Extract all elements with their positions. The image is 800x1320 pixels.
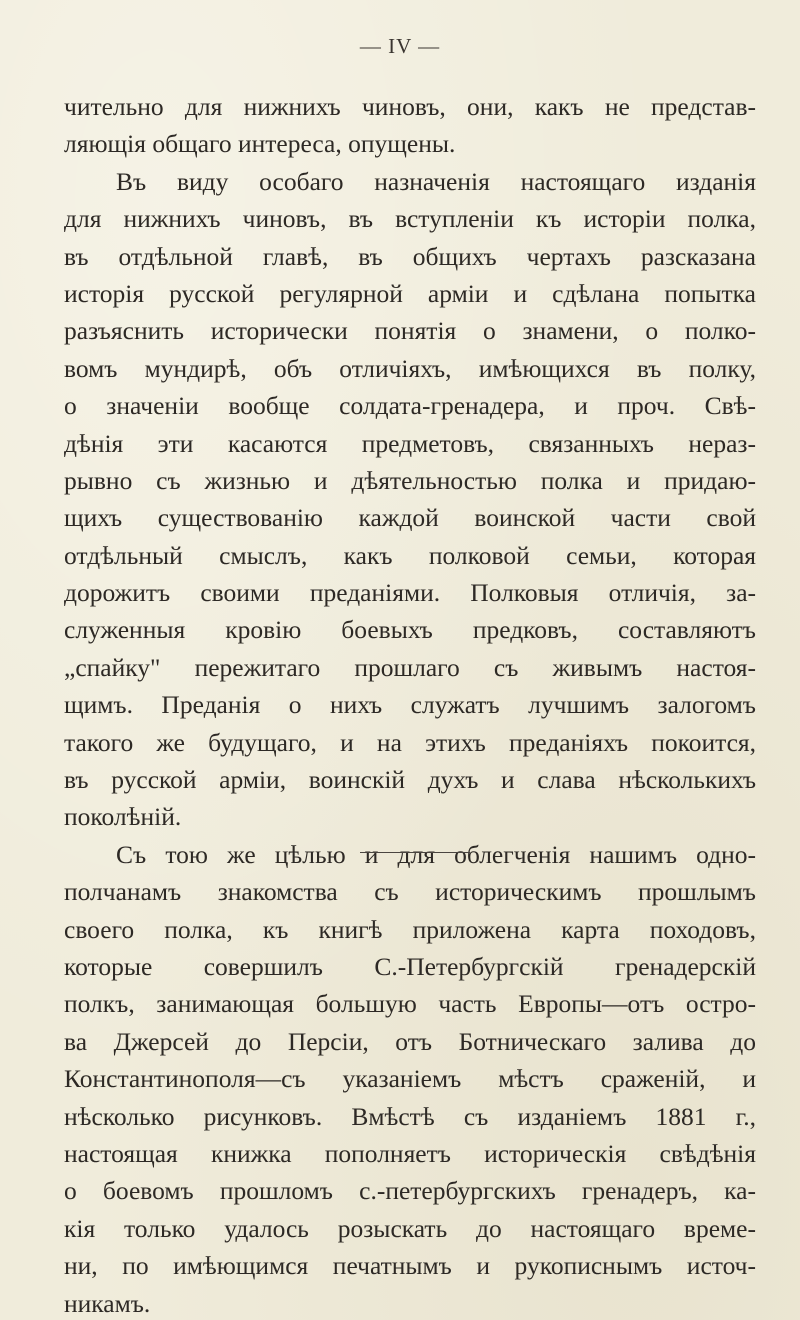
text-line: такого же будущаго, и на этихъ преданіяхъ покоится, — [64, 727, 756, 757]
text-line: ляющія общаго интереса, опущены. — [64, 129, 456, 159]
text-line: отдѣльный смыслъ, какъ полковой семьи, которая — [64, 540, 756, 570]
page-number: — IV — — [359, 34, 441, 58]
text-line: полкъ, занимающая большую часть Европы—отъ остро- — [64, 989, 756, 1019]
text-line: никамъ. — [64, 1288, 151, 1318]
text-line: щимъ. Преданія о нихъ служатъ лучшимъ залогомъ — [64, 690, 756, 720]
paragraph-start-line: Съ тою же цѣлью и для облегченія нашимъ одно- — [116, 839, 756, 869]
text-line: нѣсколько рисунковъ. Вмѣстѣ съ изданіемъ 1881 г., — [64, 1101, 756, 1131]
text-line: о значеніи вообще солдата-гренадера, и проч. Свѣ- — [64, 391, 756, 421]
text-line: служенныя кровію боевыхъ предковъ, составляютъ — [64, 615, 756, 645]
text-line: Константинополя—съ указаніемъ мѣстъ сраженій, и — [64, 1064, 756, 1094]
text-line: ва Джерсей до Персіи, отъ Ботническаго залива до — [64, 1026, 756, 1056]
text-line: кія только удалось розыскать до настоящаго време- — [64, 1213, 756, 1243]
text-line: дорожитъ своими преданіями. Полковыя отличія, за- — [64, 578, 756, 608]
end-divider-rule — [360, 852, 470, 853]
text-line: „спайку" пережитаго прошлаго съ живымъ настоя- — [64, 652, 756, 682]
text-line: вомъ мундирѣ, объ отличіяхъ, имѣющихся въ полку, — [64, 353, 756, 383]
text-line: чительно для нижнихъ чиновъ, они, какъ не представ- — [64, 92, 756, 121]
text-line: поколѣній. — [64, 802, 182, 832]
body-text — [64, 88, 756, 1320]
text-line: о боевомъ прошломъ с.-петербургскихъ гренадеръ, ка- — [64, 1176, 756, 1206]
text-line: ни, по имѣющимся печатнымъ и рукописнымъ источ- — [64, 1251, 756, 1281]
text-line: исторія русской регулярной арміи и сдѣлана попытка — [64, 278, 756, 308]
text-line: своего полка, къ книгѣ приложена карта походовъ, — [64, 914, 756, 944]
text-line: полчанамъ знакомства съ историческимъ прошлымъ — [64, 877, 756, 907]
text-line: разъяснить исторически понятія о знамени, о полко- — [64, 316, 756, 346]
text-line: для нижнихъ чиновъ, въ вступленіи къ исторіи полка, — [64, 204, 756, 234]
text-line: въ отдѣльной главѣ, въ общихъ чертахъ разсказана — [64, 241, 756, 271]
text-line: въ русской арміи, воинскій духъ и слава нѣсколькихъ — [64, 765, 756, 795]
text-line: дѣнія эти касаются предметовъ, связанныхъ нераз- — [64, 428, 756, 458]
paragraph-start-line: Въ виду особаго назначенія настоящаго изданія — [116, 166, 756, 196]
text-line: рывно съ жизнью и дѣятельностью полка и придаю- — [64, 465, 756, 495]
text-line: щихъ существованію каждой воинской части свой — [64, 503, 756, 533]
text-line: которые совершилъ С.-Петербургскій гренадерскій — [64, 951, 756, 981]
text-line: настоящая книжка пополняетъ историческія свѣдѣнія — [64, 1138, 756, 1168]
